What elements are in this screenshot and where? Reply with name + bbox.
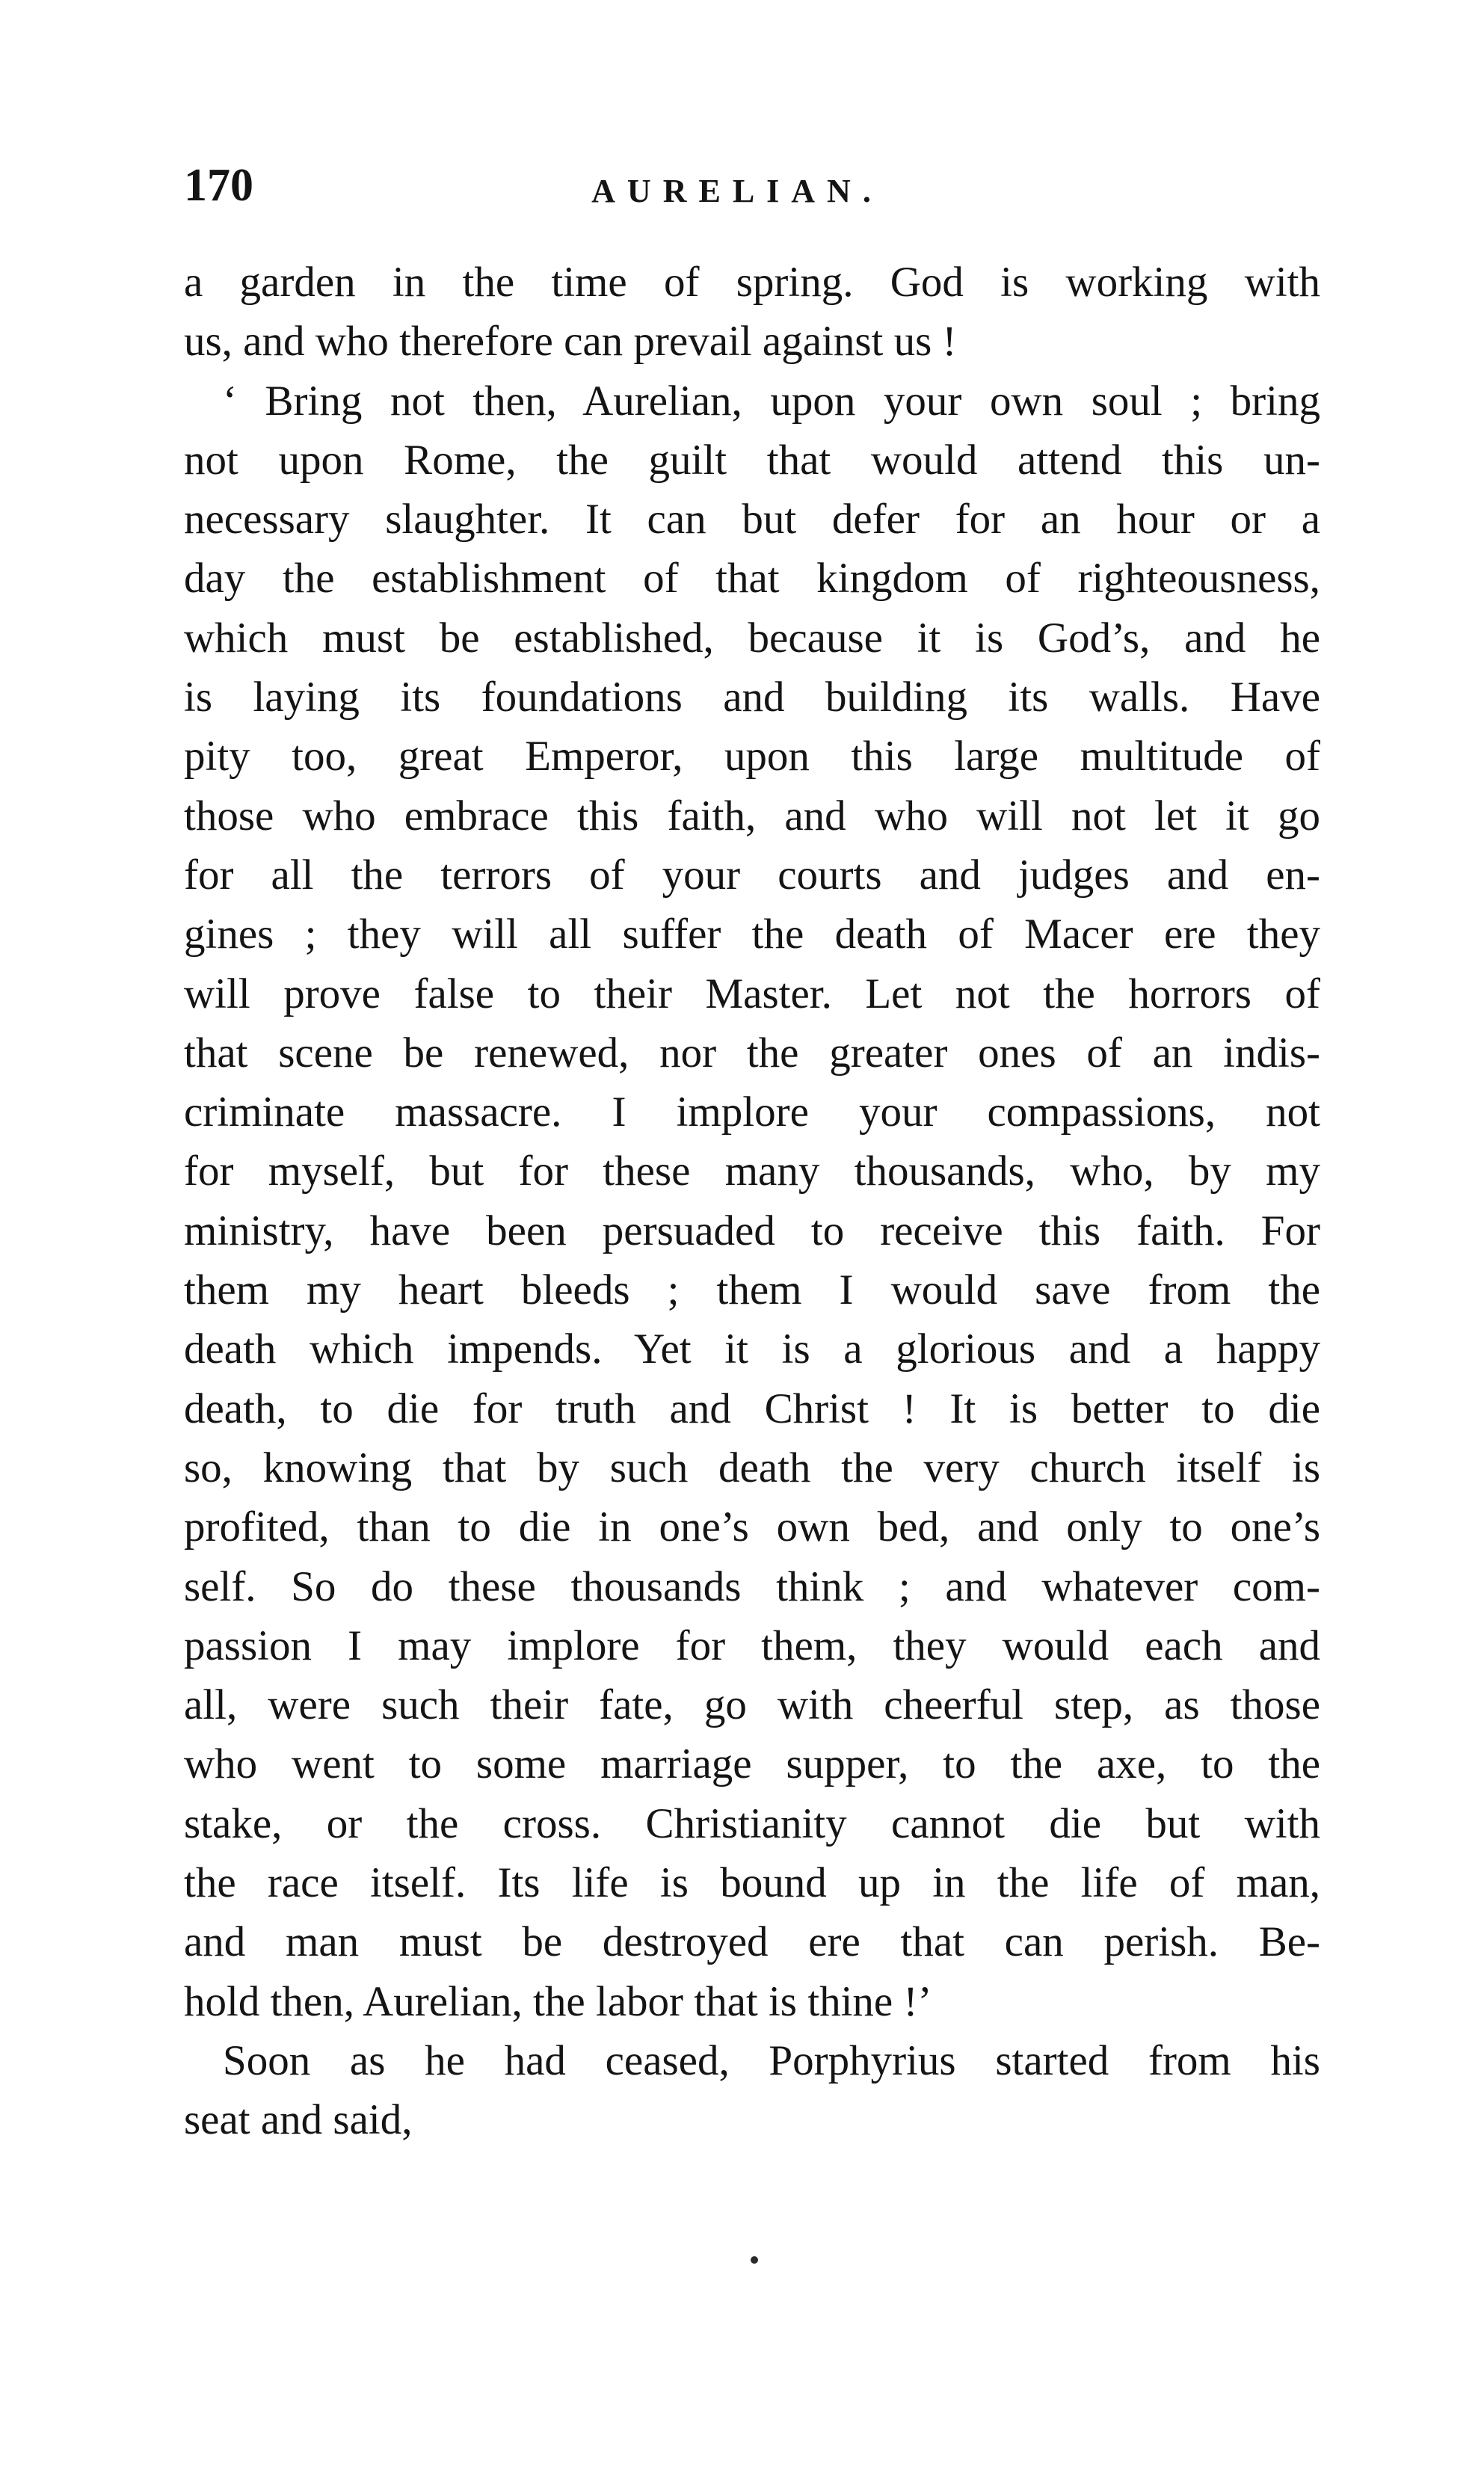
text-line: will prove false to their Master. Let not the horrors of: [184, 970, 1320, 1017]
text-line: us, and who therefore can prevail against us !: [184, 318, 957, 366]
text-line: necessary slaughter. It can but defer for an hour or a: [184, 496, 1320, 543]
text-line: seat and said,: [184, 2096, 413, 2144]
text-line: death which impends. Yet it is a glorious and a happy: [184, 1325, 1320, 1373]
text-line: hold then, Aurelian, the labor that is thine !’: [184, 1977, 932, 2025]
text-line: for myself, but for these many thousands, who, by my: [184, 1148, 1320, 1195]
text-line: that scene be renewed, nor the greater ones of an indis-: [184, 1029, 1320, 1077]
text-line: all, were such their fate, go with cheerful step, as those: [184, 1681, 1320, 1729]
text-line: criminate massacre. I implore your compassions, not: [184, 1088, 1320, 1136]
text-line: stake, or the cross. Christianity cannot die but with: [184, 1799, 1320, 1847]
text-line: which must be established, because it is God’s, and he: [184, 614, 1320, 662]
text-line: passion I may implore for them, they would each and: [184, 1622, 1320, 1669]
text-line: not upon Rome, the guilt that would attend this un-: [184, 436, 1320, 484]
text-line: self. So do these thousands think ; and whatever com-: [184, 1562, 1320, 1610]
text-line: day the establishment of that kingdom of righteousness,: [184, 555, 1320, 603]
text-line: gines ; they will all suffer the death of Macer ere they: [184, 911, 1320, 958]
text-line: profited, than to die in one’s own bed, and only to one’s: [184, 1503, 1320, 1551]
text-line: ministry, have been persuaded to receive this faith. For: [184, 1207, 1320, 1254]
running-head: [184, 155, 1328, 215]
text-line: them my heart bleeds ; them I would save from the: [184, 1266, 1320, 1314]
text-line: Soon as he had ceased, Porphyrius started from his: [223, 2036, 1320, 2084]
text-line: so, knowing that by such death the very church itself is: [184, 1444, 1320, 1491]
text-line: a garden in the time of spring. God is working with: [184, 259, 1320, 306]
text-line: for all the terrors of your courts and judges and en-: [184, 851, 1320, 899]
text-line: who went to some marriage supper, to the axe, to the: [184, 1740, 1320, 1788]
text-line: is laying its foundations and building its walls. Have: [184, 674, 1320, 721]
text-line: pity too, great Emperor, upon this large multitude of: [184, 733, 1320, 780]
page-number: 170: [184, 160, 253, 211]
text-line: those who embrace this faith, and who will not let it go: [184, 792, 1320, 840]
text-line: death, to die for truth and Christ ! It is better to die: [184, 1385, 1320, 1432]
text-line: the race itself. Its life is bound up in the life of man,: [184, 1859, 1320, 1907]
text-line: ‘ Bring not then, Aurelian, upon your own soul ; bring: [223, 377, 1320, 425]
body-text: [184, 253, 1320, 2150]
text-line: and man must be destroyed ere that can perish. Be-: [184, 1918, 1320, 1966]
printer-mark-dot: [751, 2256, 758, 2264]
running-title: AURELIAN.: [591, 173, 883, 209]
